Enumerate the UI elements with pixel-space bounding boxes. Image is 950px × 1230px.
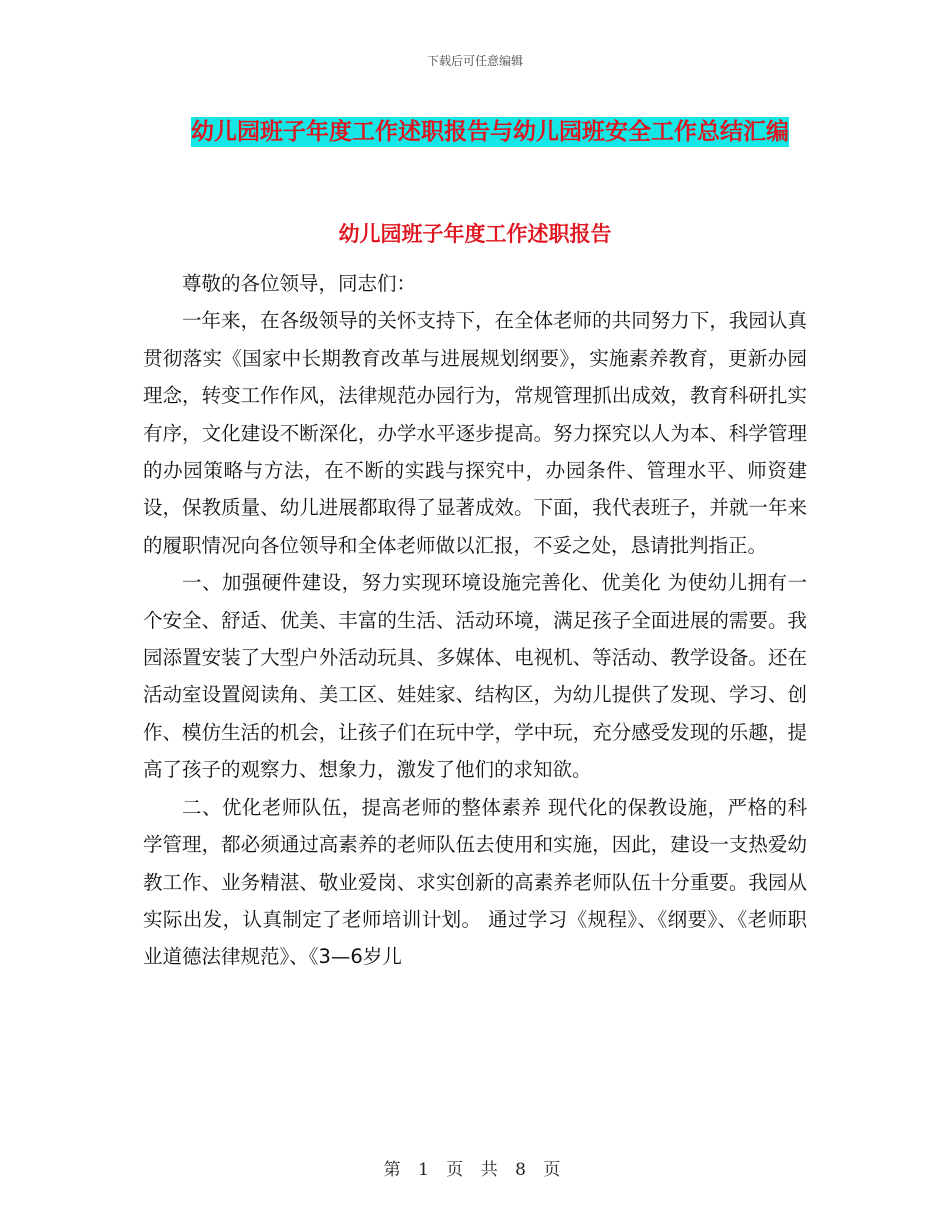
paragraph: 一、加强硬件建设，努力实现环境设施完善化、优美化 为使幼儿拥有一个安全、舒适、优美、丰富的生活、活动环境，满足孩子全面进展的需要。我园添置安装了大型户外活动玩具、多媒体、电视机、等活动、教学设备。还在活动室设置阅读角、美工区、娃娃家、结构区，为幼儿提供了发现、学习、创作、模仿生活的机会，让孩子们在玩中学，学中玩，充分感受发现的乐趣，提高了孩子的观察力、想象力，激发了他们的求知欲。: [143, 571, 807, 782]
document-title-text: 幼儿园班子年度工作述职报告与幼儿园班安全工作总结汇编: [191, 119, 789, 145]
paragraph: 二、优化老师队伍，提高老师的整体素养 现代化的保教设施，严格的科学管理，都必须通过高素养的老师队伍去使用和实施，因此，建设一支热爱幼教工作、业务精湛、敬业爱岗、求实创新的高素养老师队伍十分重要。我园从实际出发，认真制定了老师培训计划。 通过学习《规程》、《纲要》、《老师职业道德法律规范》、《3—6岁儿: [143, 795, 807, 969]
document-title: [150, 108, 830, 156]
paragraph: 一年来，在各级领导的关怀支持下，在全体老师的共同努力下，我园认真贯彻落实《国家中长期教育改革与进展规划纲要》，实施素养教育，更新办园理念，转变工作作风，法律规范办园行为，常规管理抓出成效，教育科研扎实有序，文化建设不断深化，办学水平逐步提高。努力探究以人为本、科学管理的办园策略与方法，在不断的实践与探究中，办园条件、管理水平、师资建设，保教质量、幼儿进展都取得了显著成效。下面，我代表班子，并就一年来的履职情况向各位领导和全体老师做以汇报，不妥之处，恳请批判指正。: [143, 309, 807, 557]
page-header-note: 下载后可任意编辑: [426, 54, 523, 68]
page-footer: 第 1 页 共 8 页: [383, 1160, 567, 1180]
paragraph-salutation: 尊敬的各位领导，同志们：: [182, 272, 417, 295]
section-title: 幼儿园班子年度工作述职报告: [338, 222, 612, 246]
document-body: [143, 265, 807, 976]
